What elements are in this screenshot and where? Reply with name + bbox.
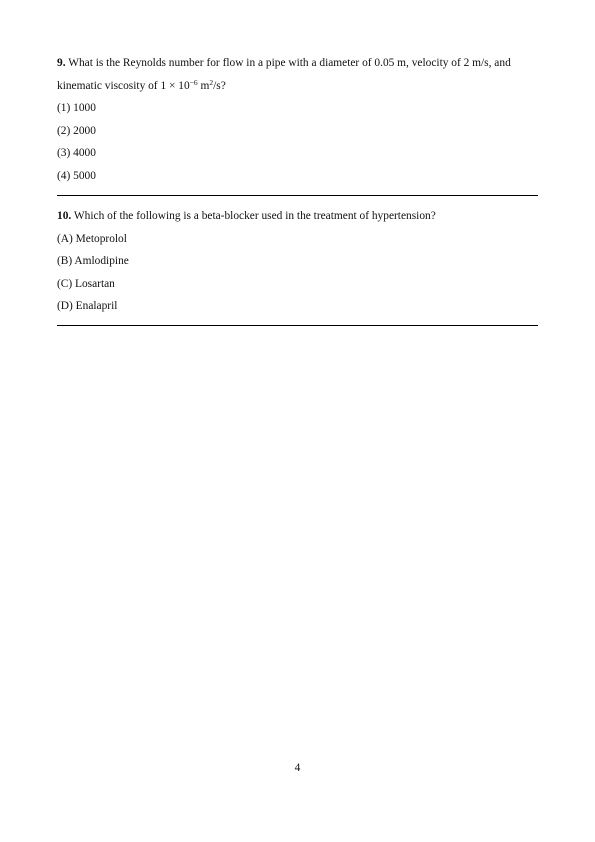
question-9-option-2: (2) 2000 (57, 124, 96, 137)
question-10-option-d: (D) Enalapril (57, 300, 118, 313)
question-9-number: 9. (57, 57, 66, 69)
question-10-option-c: (C) Losartan (57, 277, 115, 290)
question-9-exponent: −6 (189, 77, 198, 87)
question-10-option-b: (B) Amlodipine (57, 255, 129, 268)
question-divider (57, 195, 538, 196)
question-9-text: What is the Reynolds number for flow in a pipe with a diameter of 0.05 m, velocity of 2 m/s, and kinematic viscosity of 1 × 10 (57, 57, 511, 92)
question-9-stem (57, 52, 538, 97)
question-10-number: 10. (57, 210, 72, 222)
page-number: 4 (294, 762, 301, 774)
question-9-option-3: (3) 4000 (57, 147, 96, 160)
question-divider (57, 325, 538, 326)
question-9-option-4: (4) 5000 (57, 169, 96, 182)
question-9-unit: m (197, 79, 210, 92)
question-9 (57, 52, 538, 187)
question-10-text: Which of the following is a beta-blocker used in the treatment of hypertension? (73, 210, 436, 222)
question-10 (57, 205, 538, 318)
question-9-option-1: (1) 1000 (57, 102, 96, 115)
question-10-option-a: (A) Metoprolol (57, 232, 127, 245)
question-10-stem (57, 205, 538, 228)
question-9-text-end: /s? (213, 79, 226, 92)
question-9-unit-exponent: 2 (209, 77, 214, 87)
